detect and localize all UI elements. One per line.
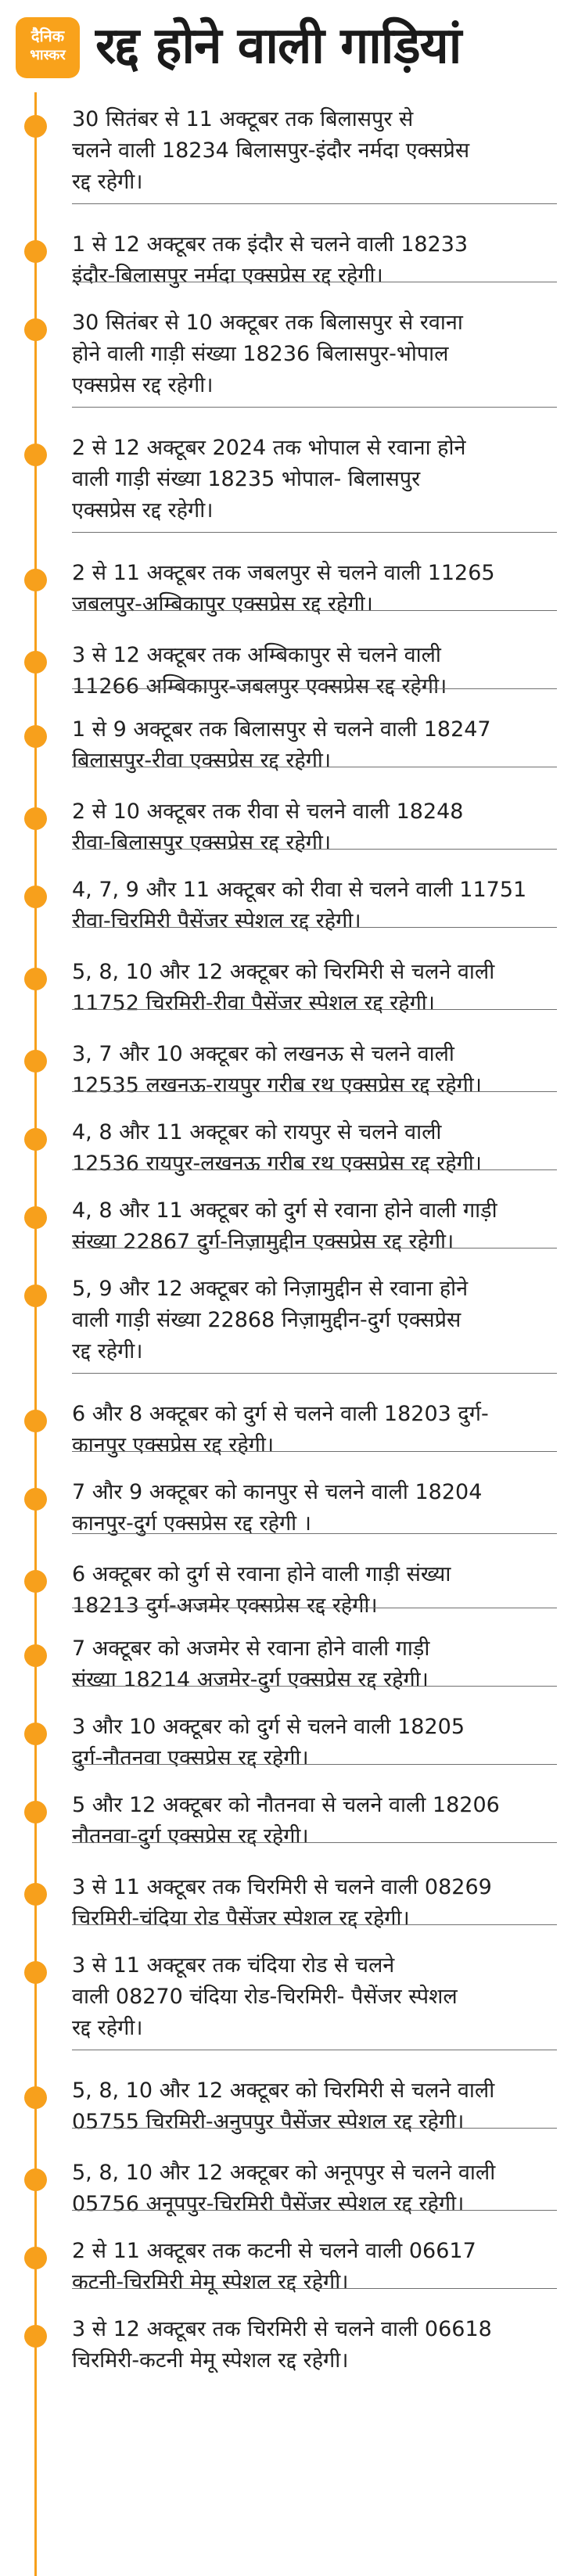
item-text-line: जबलपुर-अम्बिकापुर एक्सप्रेस रद्द रहेगी। (72, 592, 373, 616)
bullet-dot-icon (24, 2168, 47, 2191)
item-text-line: 3, 7 और 10 अक्टूबर को लखनऊ से चलने वाली (72, 1042, 454, 1066)
item-text (72, 1790, 551, 1852)
header (0, 0, 571, 92)
item-text-line: 2 से 11 अक्टूबर तक कटनी से चलने वाली 06617 (72, 2239, 476, 2263)
item-text (72, 796, 551, 859)
item-separator (72, 688, 557, 689)
item-text-line: रद्द रहेगी। (72, 170, 143, 194)
item-separator (72, 407, 557, 408)
item-text-line: 11266 अम्बिकापुर-जबलपुर एक्सप्रेस रद्द रहेगी। (72, 674, 447, 699)
item-separator (72, 2210, 557, 2211)
item-text-line: 1 से 12 अक्टूबर तक इंदौर से चलने वाली 18233 (72, 232, 469, 257)
item-text-line: वाली गाड़ी संख्या 22868 निज़ामुद्दीन-दुर्ग एक्सप्रेस (72, 1308, 461, 1332)
bullet-dot-icon (24, 240, 47, 263)
item-text (72, 1950, 551, 2044)
item-text (72, 1399, 551, 1461)
item-text-line: वाली गाड़ी संख्या 18235 भोपाल- बिलासपुर (72, 467, 421, 491)
item-text-line: 12536 रायपुर-लखनऊ गरीब रथ एक्सप्रेस रद्द रहेगी। (72, 1151, 482, 1176)
dainik-bhaskar-logo (16, 17, 80, 78)
item-text-line: 5 और 12 अक्टूबर को नौतनवा से चलने वाली 18206 (72, 1793, 500, 1817)
item-text (72, 1274, 551, 1367)
item-text-line: 7 और 9 अक्टूबर को कानपुर से चलने वाली 18204 (72, 1480, 483, 1504)
item-text (72, 1712, 551, 1774)
item-text-line: 11752 चिरमिरी-रीवा पैसेंजर स्पेशल रद्द रहेगी। (72, 991, 436, 1015)
item-text-line: कानपुर एक्सप्रेस रद्द रहेगी। (72, 1433, 275, 1457)
item-text (72, 229, 551, 292)
bullet-dot-icon (24, 1128, 47, 1151)
item-separator (72, 2288, 557, 2289)
item-text (72, 1477, 551, 1539)
item-separator (72, 1091, 557, 1092)
bullet-dot-icon (24, 1284, 47, 1307)
item-text (72, 2236, 551, 2298)
bullet-dot-icon (24, 1410, 47, 1432)
bullet-dot-icon (24, 1801, 47, 1823)
bullet-dot-icon (24, 444, 47, 466)
item-text-line: 12535 लखनऊ-रायपुर गरीब रथ एक्सप्रेस रद्द रहेगी। (72, 1073, 482, 1098)
item-separator (72, 532, 557, 533)
item-text-line: 3 से 12 अक्टूबर तक अम्बिकापुर से चलने वाली (72, 643, 441, 667)
item-text-line: 2 से 12 अक्टूबर 2024 तक भोपाल से रवाना होने (72, 436, 466, 460)
item-text-line: 6 अक्टूबर को दुर्ग से रवाना होने वाली गाड़ी संख्या (72, 1562, 451, 1586)
item-text-line: कानपुर-दुर्ग एक्सप्रेस रद्द रहेगी । (72, 1511, 311, 1536)
item-text-line: 5, 8, 10 और 12 अक्टूबर को चिरमिरी से चलने वाली (72, 960, 495, 984)
item-text-line: एक्सप्रेस रद्द रहेगी। (72, 498, 214, 523)
item-separator (72, 849, 557, 850)
item-text-line: 3 से 11 अक्टूबर तक चिरमिरी से चलने वाली 08269 (72, 1875, 492, 1899)
item-text (72, 307, 551, 401)
item-text-line: इंदौर-बिलासपुर नर्मदा एक्सप्रेस रद्द रहेगी। (72, 264, 383, 288)
logo-line-2: भास्कर (30, 47, 66, 63)
item-text (72, 1195, 551, 1258)
item-text (72, 640, 551, 702)
item-text-line: 30 सितंबर से 11 अक्टूबर तक बिलासपुर से (72, 107, 414, 131)
bullet-dot-icon (24, 1883, 47, 1906)
bullet-dot-icon (24, 807, 47, 830)
bullet-dot-icon (24, 318, 47, 341)
item-text-line: 5, 8, 10 और 12 अक्टूबर को चिरमिरी से चलने वाली (72, 2078, 495, 2103)
bullet-dot-icon (24, 968, 47, 990)
item-text (72, 1117, 551, 1180)
item-separator (72, 1169, 557, 1170)
item-text-line: 4, 7, 9 और 11 अक्टूबर को रीवा से चलने वाली 11751 (72, 878, 527, 902)
item-text (72, 104, 551, 198)
item-text-line: 2 से 10 अक्टूबर तक रीवा से चलने वाली 18248 (72, 799, 464, 824)
item-text (72, 2157, 551, 2220)
item-separator (72, 1009, 557, 1010)
bullet-dot-icon (24, 2325, 47, 2348)
item-text-line: 18213 दुर्ग-अजमेर एक्सप्रेस रद्द रहेगी। (72, 1593, 378, 1618)
item-text-line: 30 सितंबर से 10 अक्टूबर तक बिलासपुर से रवाना (72, 311, 463, 335)
bullet-dot-icon (24, 1488, 47, 1511)
bullet-dot-icon (24, 886, 47, 908)
bullet-dot-icon (24, 651, 47, 674)
item-text (72, 1559, 551, 1622)
item-text (72, 875, 551, 937)
item-text-line: 7 अक्टूबर को अजमेर से रवाना होने वाली गाड़ी (72, 1636, 430, 1661)
item-text-line: दुर्ग-नौतनवा एक्सप्रेस रद्द रहेगी। (72, 1746, 309, 1770)
item-separator (72, 2128, 557, 2129)
item-text-line: रीवा-बिलासपुर एक्सप्रेस रद्द रहेगी। (72, 831, 332, 855)
bullet-dot-icon (24, 1961, 47, 1984)
item-text-line: 5, 9 और 12 अक्टूबर को निज़ामुद्दीन से रवाना होने (72, 1277, 469, 1301)
bullet-dot-icon (24, 1570, 47, 1593)
item-text-line: 5, 8, 10 और 12 अक्टूबर को अनूपपुर से चलने वाली (72, 2161, 496, 2185)
item-text-line: वाली 08270 चंदिया रोड-चिरमिरी- पैसेंजर स्पेशल (72, 1985, 458, 2009)
page-title: रद्द होने वाली गाड़ियां (95, 17, 461, 75)
item-text-line: 4, 8 और 11 अक्टूबर को दुर्ग से रवाना होने वाली गाड़ी (72, 1198, 497, 1223)
item-separator (72, 203, 557, 204)
item-text-line: बिलासपुर-रीवा एक्सप्रेस रद्द रहेगी। (72, 749, 332, 773)
item-text-line: 4, 8 और 11 अक्टूबर को रायपुर से चलने वाली (72, 1120, 442, 1144)
item-text-line: 1 से 9 अक्टूबर तक बिलासपुर से चलने वाली 18247 (72, 717, 491, 742)
item-text-line: चलने वाली 18234 बिलासपुर-इंदौर नर्मदा एक्सप्रेस (72, 138, 470, 163)
item-text-line: चिरमिरी-चंदिया रोड पैसेंजर स्पेशल रद्द रहेगी। (72, 1906, 410, 1931)
item-text (72, 2075, 551, 2138)
item-separator (72, 1764, 557, 1765)
item-text-line: एक्सप्रेस रद्द रहेगी। (72, 373, 214, 397)
item-separator (72, 1924, 557, 1925)
item-text-line: 3 और 10 अक्टूबर को दुर्ग से चलने वाली 18205 (72, 1715, 465, 1739)
bullet-dot-icon (24, 569, 47, 591)
item-text-line: रीवा-चिरमिरी पैसेंजर स्पेशल रद्द रहेगी। (72, 909, 361, 933)
bullet-dot-icon (24, 115, 47, 138)
item-text (72, 1039, 551, 1101)
logo-line-1: दैनिक (31, 27, 65, 45)
item-text (72, 1872, 551, 1935)
item-text (72, 714, 551, 777)
bullet-dot-icon (24, 1050, 47, 1072)
item-text-line: 2 से 11 अक्टूबर तक जबलपुर से चलने वाली 11265 (72, 561, 495, 585)
item-text-line: 05755 चिरमिरी-अनुपपुर पैसेंजर स्पेशल रद्द रहेगी। (72, 2110, 465, 2134)
item-text-line: रद्द रहेगी। (72, 1339, 143, 1363)
item-text-line: कटनी-चिरमिरी मेमू स्पेशल रद्द रहेगी। (72, 2270, 349, 2294)
item-separator (72, 610, 557, 611)
item-text-line: 3 से 11 अक्टूबर तक चंदिया रोड से चलने (72, 1953, 395, 1978)
item-separator (72, 927, 557, 928)
item-text (72, 957, 551, 1019)
item-text-line: नौतनवा-दुर्ग एक्सप्रेस रद्द रहेगी। (72, 1824, 309, 1848)
bullet-dot-icon (24, 725, 47, 748)
item-text-line: 3 से 12 अक्टूबर तक चिरमिरी से चलने वाली 06618 (72, 2317, 492, 2341)
item-separator (72, 1686, 557, 1687)
bullet-dot-icon (24, 2086, 47, 2109)
bullet-dot-icon (24, 1206, 47, 1229)
item-text (72, 1633, 551, 1696)
item-text-line: 6 और 8 अक्टूबर को दुर्ग से चलने वाली 18203 दुर्ग- (72, 1402, 489, 1426)
item-separator (72, 1842, 557, 1843)
item-text-line: चिरमिरी-कटनी मेमू स्पेशल रद्द रहेगी। (72, 2348, 349, 2373)
item-text-line: होने वाली गाड़ी संख्या 18236 बिलासपुर-भोपाल (72, 342, 449, 366)
item-separator (72, 1451, 557, 1452)
bullet-dot-icon (24, 2247, 47, 2269)
item-text (72, 558, 551, 620)
item-text (72, 433, 551, 526)
bullet-dot-icon (24, 1723, 47, 1745)
item-text-line: संख्या 18214 अजमेर-दुर्ग एक्सप्रेस रद्द रहेगी। (72, 1668, 429, 1692)
item-separator (72, 1373, 557, 1374)
item-text-line: रद्द रहेगी। (72, 2016, 143, 2040)
bullet-dot-icon (24, 1644, 47, 1667)
item-separator (72, 1533, 557, 1534)
item-text-line: संख्या 22867 दुर्ग-निज़ामुद्दीन एक्सप्रेस रद्द रहेगी। (72, 1230, 454, 1254)
item-text-line: 05756 अनूपपुर-चिरमिरी पैसेंजर स्पेशल रद्द रहेगी। (72, 2192, 465, 2216)
item-text (72, 2314, 551, 2377)
